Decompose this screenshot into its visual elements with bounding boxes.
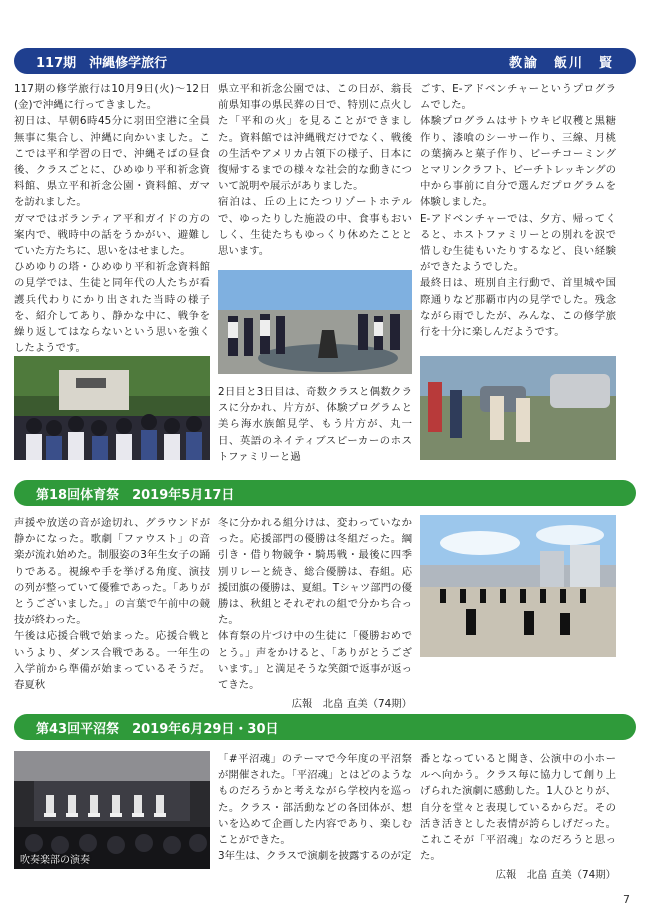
paragraph: 宿泊は、丘の上にたつリゾートホテルで、ゆったりした施設の中、食事もおいしく、生徒たちもゆっくり休めたことと思います。	[218, 196, 412, 258]
hiranumasai-section-banner	[14, 714, 636, 740]
brass-band-caption: 吹奏楽部の演奏	[20, 855, 90, 866]
paragraph: 初日は、早朝6時45分に羽田空港に全員無事に集合し、沖縄に向かいました。ここでは平和学習の日で、沖縄そばの昼食後、クラスごとに、ひめゆり平和祈念資料館、県立平和祈念公園・資料館、ガマを訪れました。	[14, 115, 210, 209]
hiranumasai-credit: 広報 北畠 直美（74期）	[495, 869, 616, 882]
hiranumasai-column-2	[218, 751, 412, 864]
paragraph: 「#平沼魂」のテーマで今年度の平沼祭が開催された。「平沼魂」とはどのようなものだろうかと考えながら学校内を巡った。クラス・部活動などの各団体が、想いを込めて企画した内容であり、楽しむことができた。	[218, 753, 412, 847]
paragraph: ガマではボランティア平和ガイドの方の案内で、戦時中の話をうかがい、避難していた方たちに、思いをはせました。	[14, 212, 210, 258]
photo-himeyuri-monument	[14, 356, 210, 460]
paragraph: 声援や放送の音が途切れ、グラウンドが静かになった。歌劇「ファウスト」の音楽が流れ始めた。制服姿の3年生女子の踊りである。視線や手を挙げる角度、演技の列が整っていて優雅であった。「ありがとうございました。」の言葉で午前中の競技が終わった。	[14, 517, 210, 627]
paragraph: E-アドベンチャーでは、夕方、帰ってくると、ホストファミリーとの別れを涙で惜しむ生徒もいたりするなど、良い経験ができたようでした。	[420, 212, 616, 274]
paragraph: 冬に分かれる組分けは、変わっていなかった。応援部門の優勝は冬組だった。綱引き・借り物競争・騎馬戦・最後に四季別リレーと続き、総合優勝は、春組。応援団旗の優勝は、夏組。Tシャツ部門の優勝は、秋組とそれぞれの組で分かち合った。	[218, 517, 412, 627]
photo-peace-flame	[218, 270, 412, 374]
okinawa-column-2-bottom	[218, 384, 412, 465]
paragraph: ごす、E-アドベンチャーというプログラムでした。	[420, 83, 616, 112]
paragraph: 最終日は、班別自主行動で、首里城や国際通りなど那覇市内の見学でした。残念ながら雨でしたが、みんな、この修学旅行を十分に楽しんだようです。	[420, 277, 616, 339]
okinawa-column-3	[420, 81, 616, 340]
paragraph: 2日目と3日目は、奇数クラスと偶数クラスに分かれ、片方が、体験プログラムと美ら海水族館見学、もう片方が、丸一日、英語のネイティブスピーカーのホストファミリーと過	[218, 386, 412, 463]
okinawa-section-author: 教諭 飯川 賢	[508, 55, 614, 71]
taiikusai-column-1	[14, 515, 210, 693]
taiikusai-section-banner	[14, 480, 636, 506]
okinawa-section-banner	[14, 48, 636, 74]
okinawa-column-2-top	[218, 81, 412, 259]
paragraph: 県立平和祈念公園では、この日が、翁長前県知事の県民葬の日で、特別に点火した「平和の火」を見ることができました。資料館では沖縄戦だけでなく、戦後の生活やアメリカ占領下の様子、日本に復帰するまでの様々な社会的な動きについて説明や展示がありました。	[218, 83, 412, 193]
paragraph: 117期の修学旅行は10月9日(火)～12日(金)で沖縄に行ってきました。	[14, 83, 210, 112]
okinawa-column-1	[14, 81, 210, 356]
paragraph: 体験プログラムはサトウキビ収穫と黒糖作り、漆喰のシーサー作り、三線、月桃の葉摘みと菓子作り、ビーチコーミングとマリンクラフト、ビーチトレッキングの中から事前に自分で選んだプログラムを体験しました。	[420, 115, 616, 209]
taiikusai-credit: 広報 北畠 直美（74期）	[291, 698, 412, 711]
paragraph: 体育祭の片づけ中の生徒に「優勝おめでとう。」声をかけると、「ありがとうございます。」と満足そうな笑顔で返事が返ってきた。	[218, 630, 412, 692]
photo-brass-band	[14, 751, 210, 869]
page-number: 7	[623, 893, 630, 906]
photo-sports-festival-dance	[420, 515, 616, 657]
paragraph: ひめゆりの塔・ひめゆり平和祈念資料館の見学では、生徒と同年代の人たちが看護兵代わりにかり出された当時の様子を、紹介してあり、静かな中に、戦争を繰り返してはならないという思いを強くしたようです。	[14, 261, 210, 355]
taiikusai-column-2	[218, 515, 412, 712]
okinawa-section-title: 117期 沖縄修学旅行	[36, 55, 168, 71]
photo-host-family	[420, 356, 616, 460]
hiranumasai-section-title: 第43回平沼祭 2019年6月29日・30日	[36, 721, 279, 737]
paragraph: 午後は応援合戦で始まった。応援合戦というより、ダンス合戦である。一年生の入学前から準備が始まっているそうだ。春夏秋	[14, 630, 210, 692]
paragraph: 番となっていると聞き、公演中の小ホールへ向かう。クラス毎に協力して創り上げられた演劇に感動した。1人ひとりが、自分を堂々と表現しているからだ。その活き活きとした表情が誇らしげだった。これこそが「平沼魂」なのだろうと思った。	[420, 753, 616, 863]
taiikusai-section-title: 第18回体育祭 2019年5月17日	[36, 487, 235, 503]
hiranumasai-column-3	[420, 751, 616, 884]
paragraph: 3年生は、クラスで演劇を披露するのが定	[218, 850, 412, 863]
